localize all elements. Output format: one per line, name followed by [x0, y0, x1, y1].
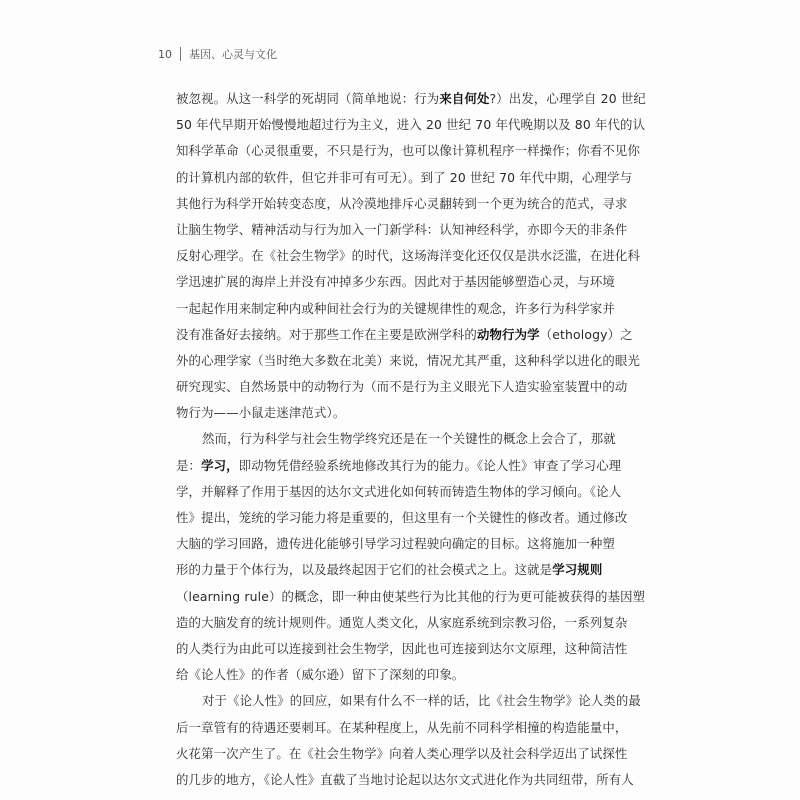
paragraph-2	[176, 426, 646, 688]
book-title: 基因、心灵与文化	[189, 48, 277, 61]
text-line: 形的力量于个体行为，以及最终起因于它们的社会模式之上。这就是学习规则	[176, 562, 603, 578]
text-line: 是：学习，即动物凭借经验系统地修改其行为的能力。《论人性》审查了学习心理	[176, 457, 622, 473]
text-line: 一起起作用来制定种内或种间社会行为的关键规律性的观念，许多行为科学家并	[176, 300, 615, 316]
text-line: 让脑生物学、精神活动与行为加入一门新学科：认知神经科学，亦即今天的非条件	[176, 221, 628, 237]
text-line: 其他行为科学开始转变态度，从冷漠地排斥心灵翻转到一个更为统合的范式，寻求	[176, 195, 628, 211]
page-number: 10	[158, 47, 172, 61]
text-line: 知科学革命（心灵很重要，不只是行为，也可以像计算机程序一样操作；你看不见你	[176, 143, 641, 159]
header-divider	[180, 47, 181, 61]
text-line: 物行为——小鼠走迷津范式）。	[176, 405, 346, 421]
paragraph-1	[176, 86, 646, 426]
body-text	[176, 86, 646, 793]
text-line: 火花第一次产生了。在《社会生物学》向着人类心理学以及社会科学迈出了试探性	[176, 745, 628, 761]
text-line: 外的心理学家（当时绝大多数在北美）来说，情况尤其严重，这种科学以进化的眼光	[176, 352, 641, 368]
text-line: 反射心理学。在《社会生物学》的时代，这场海洋变化还仅仅是洪水泛滥，在进化科	[176, 248, 641, 264]
text-line: 的计算机内部的软件，但它并非可有可无）。到了 20 世纪 70 年代中期，心理学与	[176, 169, 633, 185]
paragraph-3	[176, 688, 641, 793]
text-line: 学迅速扩展的海岸上并没有冲掉多少东西。因此对于基因能够塑造心灵，与环境	[176, 274, 615, 290]
text-line: 给《论人性》的作者（威尔逊）留下了深刻的印象。	[176, 667, 465, 683]
text-line: 50 年代早期开始慢慢地超过行为主义，进入 20 世纪 70 年代晚期以及 80 年代的认	[176, 117, 646, 133]
text-line: 研究现实、自然场景中的动物行为（而不是行为主义眼光下人造实验室装置中的动	[176, 379, 628, 395]
text-line: 造的大脑发育的统计规则件。通览人类文化，从家庭系统到宗教习俗，一系列复杂	[176, 614, 628, 630]
text-line: 被忽视。从这一科学的死胡同（简单地说：行为来自何处?）出发，心理学自 20 世纪	[176, 91, 646, 106]
text-line: （learning rule）的概念，即一种由使某些行为比其他的行为更可能被获得的基因塑	[176, 588, 646, 604]
text-line: 然而，行为科学与社会生物学终究还是在一个关键性的概念上会合了，那就	[202, 431, 616, 447]
text-line: 学，并解释了作用于基因的达尔文式进化如何转而铸造生物体的学习倾向。《论人	[176, 483, 622, 499]
text-line: 后一章管有的待遇还要刺耳。在某种程度上，从先前不同科学相撞的构造能量中，	[176, 719, 628, 735]
text-line: 的几步的地方，《论人性》直截了当地讨论起以达尔文式进化作为共同纽带，所有人	[176, 771, 634, 787]
text-line: 没有准备好去接纳。对于那些工作在主要是欧洲学科的动物行为学（ethology）之	[176, 326, 633, 342]
text-line: 对于《论人性》的回应，如果有什么不一样的话，比《社会生物学》论人类的最	[202, 693, 641, 709]
running-header	[158, 46, 277, 62]
text-line: 大脑的学习回路，遗传进化能够引导学习过程驶向确定的目标。这将施加一种塑	[176, 536, 615, 552]
text-line: 的人类行为由此可以连接到社会生物学，因此也可连接到达尔文原理，这种简洁性	[176, 640, 628, 656]
text-line: 性》提出，笼统的学习能力将是重要的，但这里有一个关键性的修改者。通过修改	[176, 510, 628, 525]
